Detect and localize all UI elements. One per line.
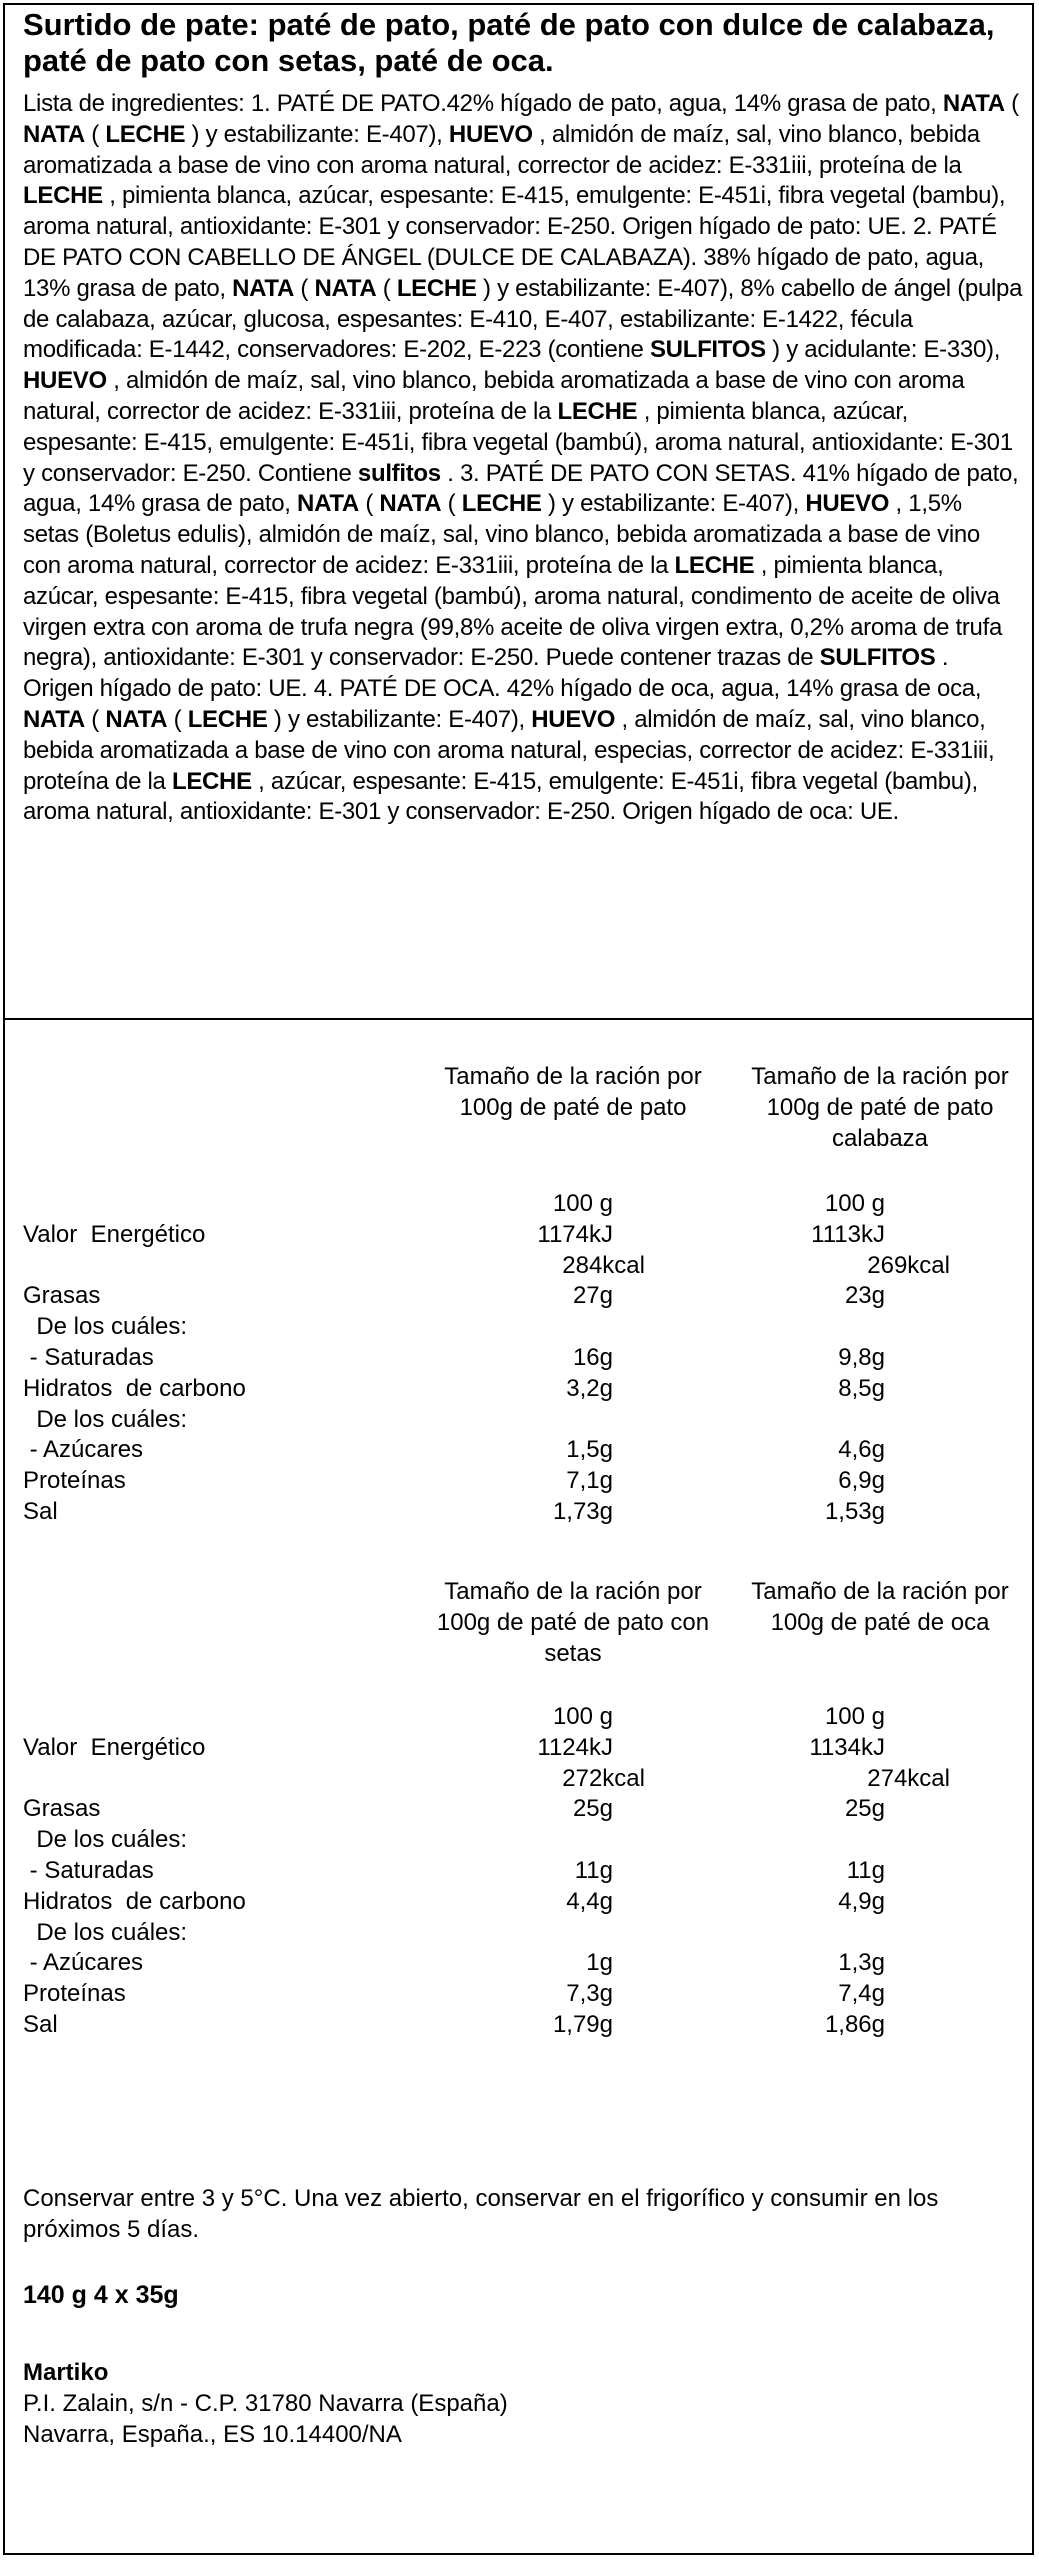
allergen-text: NATA [23, 705, 85, 733]
allergen-text: LECHE [461, 490, 542, 518]
allergen-text: NATA [314, 274, 377, 302]
nutrient-label: - Azúcares [23, 1949, 144, 1977]
nutrient-value: 25g [844, 1795, 885, 1823]
label-frame [3, 3, 1034, 2555]
nutrient-value: 284kcal [562, 1251, 645, 1279]
nutrient-value: 1124kJ [537, 1733, 613, 1761]
nutrient-value: 1,86g [824, 2011, 885, 2038]
allergen-text: LECHE [171, 767, 252, 795]
ingredient-text: , almidón de maíz, sal, vino blanco, bebida aromatizada a base de vino con aroma natural, corrector de acidez: E-331iii, proteína de la [23, 120, 980, 179]
nutrient-label: Valor Energético [23, 1220, 206, 1248]
nutrient-value: 11g [574, 1857, 613, 1884]
allergen-text: NATA [297, 490, 359, 518]
nutrient-value: 7,1g [566, 1467, 613, 1495]
allergen-text: LECHE [23, 182, 103, 210]
nutrient-value: 3,2g [566, 1374, 613, 1402]
nutrient-label: De los cuáles: [23, 1826, 188, 1854]
nutrient-label: De los cuáles: [23, 1405, 188, 1433]
nutrient-value: 23g [844, 1282, 885, 1310]
nutrient-label: - Saturadas [23, 1857, 154, 1884]
column-header: Tamaño de la ración por 100g de paté de pato [444, 1063, 702, 1121]
net-weight: 140 g 4 x 35g [23, 2281, 179, 2309]
nutrient-label: - Saturadas [23, 1344, 154, 1371]
allergen-text: SULFITOS [819, 644, 936, 672]
allergen-text: HUEVO [448, 120, 533, 148]
allergen-text: LECHE [396, 274, 477, 302]
allergen-text: NATA [379, 490, 442, 518]
ingredient-text: ( [376, 274, 397, 302]
nutrient-value: 8,5g [838, 1374, 885, 1402]
ingredient-text: , almidón de maíz, sal, vino blanco, bebida aromatizada a base de vino con aroma natural, corrector de acidez: E-331iii, proteína de la [23, 367, 965, 425]
allergen-text: LECHE [105, 120, 186, 148]
nutrient-label: Proteínas [23, 1467, 126, 1495]
storage-instructions: Conservar entre 3 y 5°C. Una vez abierto, conservar en el frigorífico y consumir en los próximos 5 días. [23, 2185, 939, 2243]
nutrient-value: 11g [846, 1857, 885, 1884]
product-title: Surtido de pate: paté de pato, paté de pato con dulce de calabaza, paté de pato con setas, paté de oca. [23, 7, 995, 78]
ingredient-text: ) y estabilizante: E-407), [267, 705, 532, 733]
ingredient-text: , pimienta blanca, azúcar, espesante: E-415, emulgente: E-451i, fibra vegetal (bambu), aroma natural, antioxidante: E-301 y conservador: E-250. Origen hígado de pato: UE. 2. PATÉ DE PATO CON CABELLO DE ÁNGEL (DULCE DE CALABAZA). 38% hígado de pato, agua, 13% grasa de pato, [23, 182, 1006, 302]
ingredient-text: ( [441, 490, 462, 518]
company-address-line1: P.I. Zalain, s/n - C.P. 31780 Navarra (España) [23, 2390, 508, 2417]
company-name: Martiko [23, 2359, 109, 2386]
nutrient-value: 1134kJ [809, 1733, 885, 1761]
ingredients-list [23, 89, 1023, 828]
ingredient-text: ( [167, 705, 188, 733]
ingredient-text: , azúcar, espesante: E-415, emulgente: E-451i, fibra vegetal (bambu), aroma natural, antioxidante: E-301 y conservador: E-250. Origen hígado de oca: UE. [23, 767, 978, 826]
ingredient-text: ( [84, 705, 106, 733]
nutrient-label: Proteínas [23, 1980, 126, 2008]
column-header: Tamaño de la ración por 100g de paté de pato calabaza [751, 1063, 1009, 1152]
allergen-text: HUEVO [531, 705, 616, 733]
ingredient-text: ) y estabilizante: E-407), 8% cabello de ángel (pulpa de calabaza, azúcar, glucosa, espesantes: E-410, E-407, estabilizante: E-1422, fécula modificada: E-1442, conservadores: E-202, E-223 (contiene [23, 274, 1023, 364]
ingredient-text: , almidón de maíz, sal, vino blanco, bebida aromatizada a base de vino con aroma natural, especias, corrector de acidez: E-331iii, proteína de la [23, 705, 995, 795]
ingredient-text: ( [84, 120, 106, 148]
column-header: Tamaño de la ración por 100g de paté de pato con setas [436, 1578, 710, 1667]
allergen-text: sulfitos [357, 459, 441, 487]
allergen-text: NATA [23, 120, 85, 148]
ingredient-text: ( [294, 274, 315, 302]
nutrient-value: 25g [572, 1795, 613, 1823]
ingredients-section [5, 5, 1032, 1020]
nutrient-value: 7,4g [838, 1980, 885, 2008]
company-address-line2: Navarra, España., ES 10.14400/NA [23, 2421, 402, 2448]
serving-size: 100 g [824, 1190, 885, 1217]
allergen-text: SULFITOS [649, 336, 766, 364]
ingredient-text: ) y estabilizante: E-407), [541, 490, 806, 518]
nutrient-label: Hidratos de carbono [23, 1887, 246, 1915]
nutrient-value: 1,3g [838, 1949, 885, 1977]
nutrient-value: 1,5g [566, 1436, 613, 1464]
nutrient-label: Sal [23, 2011, 58, 2038]
allergen-text: LECHE [674, 551, 755, 579]
nutrient-value: 4,9g [838, 1887, 885, 1915]
nutrient-value: 269kcal [867, 1251, 950, 1279]
nutrient-label: De los cuáles: [23, 1313, 188, 1341]
nutrient-label: De los cuáles: [23, 1918, 188, 1946]
nutrient-value: 27g [572, 1282, 613, 1310]
nutrient-value: 7,3g [566, 1980, 613, 2008]
ingredient-text: . Origen hígado de pato: UE. 4. PATÉ DE OCA. 42% hígado de oca, agua, 14% grasa de oca, [23, 644, 982, 703]
allergen-text: NATA [105, 705, 168, 733]
nutrient-value: 1174kJ [537, 1220, 613, 1248]
nutrient-value: 1,73g [552, 1498, 613, 1525]
allergen-text: LECHE [187, 705, 268, 733]
nutrient-label: Hidratos de carbono [23, 1374, 246, 1402]
column-header: Tamaño de la ración por 100g de paté de oca [751, 1578, 1009, 1636]
nutrient-value: 6,9g [838, 1467, 885, 1495]
serving-size: 100 g [552, 1190, 613, 1217]
serving-size: 100 g [824, 1703, 885, 1730]
nutrient-label: - Azúcares [23, 1436, 144, 1464]
nutrient-label: Valor Energético [23, 1733, 206, 1761]
nutrient-label: Sal [23, 1498, 58, 1525]
nutrient-value: 1,53g [824, 1498, 885, 1525]
nutrient-label: Grasas [23, 1282, 101, 1310]
allergen-text: NATA [232, 274, 295, 302]
nutrient-value: 1g [586, 1949, 613, 1977]
nutrient-value: 16g [572, 1344, 613, 1371]
nutrient-value: 272kcal [562, 1764, 645, 1792]
ingredient-text: , pimienta blanca, azúcar, espesante: E-415, fibra vegetal (bambú), aroma natural, condimento de aceite de oliva virgen extra con aroma de trufa negra (99,8% aceite de oliva virgen extra, 0,2% aroma de trufa negra), antioxidante: E-301 y conservador: E-250. Puede contener trazas de [23, 551, 1003, 672]
nutrient-value: 1,79g [552, 2011, 613, 2038]
ingredient-text: , pimienta blanca, azúcar, espesante: E-415, emulgente: E-451i, fibra vegetal (bambú), aroma natural, antioxidante: E-301 y conservador: E-250. Contiene [23, 397, 1013, 487]
serving-size: 100 g [552, 1703, 613, 1730]
nutrient-value: 274kcal [867, 1764, 950, 1792]
ingredient-text: ( [1004, 90, 1019, 117]
nutrient-value: 4,6g [838, 1436, 885, 1464]
ingredient-text: ( [358, 490, 380, 518]
allergen-text: NATA [942, 90, 1005, 117]
ingredient-text: Lista de ingredientes: 1. PATÉ DE PATO.42% hígado de pato, agua, 14% grasa de pato, [23, 90, 943, 117]
ingredient-text: . 3. PATÉ DE PATO CON SETAS. 41% hígado de pato, agua, 14% grasa de pato, [23, 459, 1019, 518]
ingredient-text: ) y acidulante: E-330), [765, 336, 1001, 364]
allergen-text: LECHE [557, 397, 638, 425]
nutrient-label: Grasas [23, 1795, 101, 1823]
allergen-text: HUEVO [805, 490, 890, 518]
nutrient-value: 4,4g [566, 1887, 613, 1915]
ingredient-text: , 1,5% setas (Boletus edulis), almidón de maíz, sal, vino blanco, bebida aromatizada a base de vino con aroma natural, corrector de acidez: E-331iii, proteína de la [23, 490, 980, 579]
ingredient-text: ) y estabilizante: E-407), [185, 120, 449, 148]
nutrient-value: 9,8g [838, 1344, 885, 1371]
allergen-text: HUEVO [23, 367, 107, 395]
nutrient-value: 1113kJ [811, 1220, 885, 1248]
